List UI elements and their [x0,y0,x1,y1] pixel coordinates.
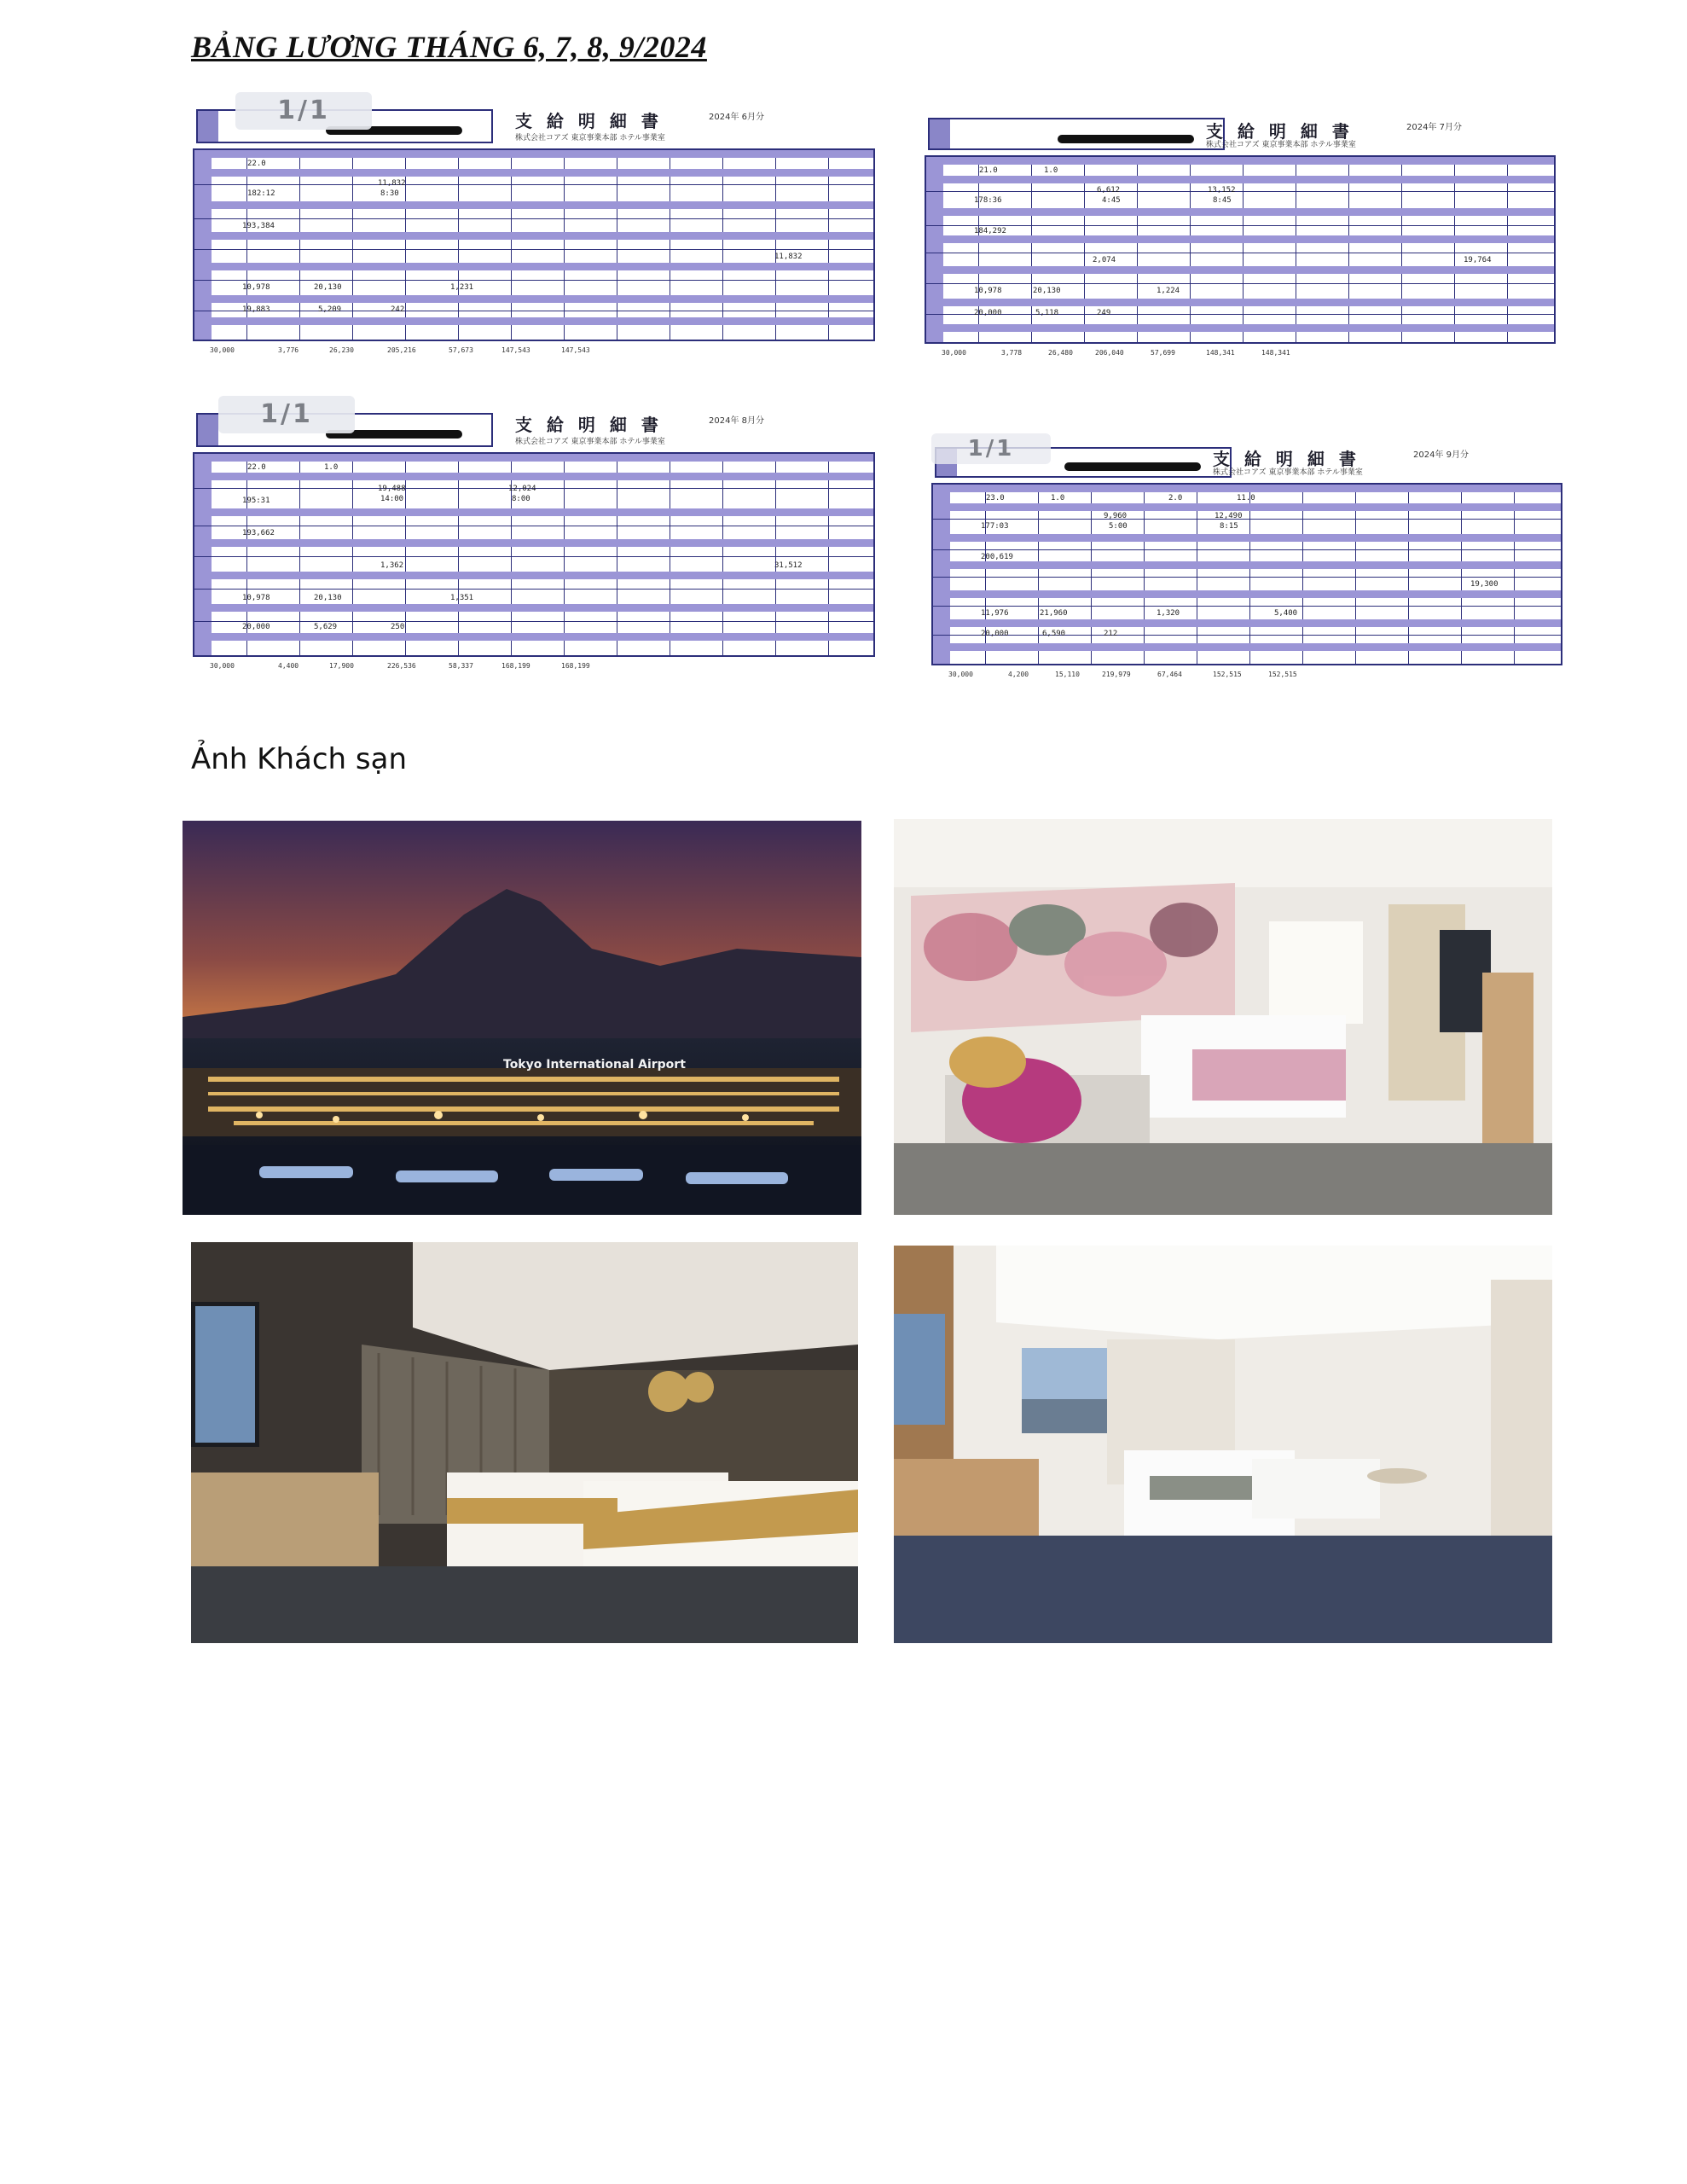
cell-value: 5,629 [314,623,338,631]
cell-value: 178:36 [974,196,1002,205]
footer-value: 67,464 [1157,671,1182,678]
cell-value: 11,832 [378,179,406,188]
cell-value: 2.0 [1168,494,1183,502]
cell-value: 11,832 [774,253,803,261]
cell-value: 22.0 [247,463,266,472]
footer-value: 3,778 [1001,349,1023,357]
hotel-room-twin-dark-image [191,1242,858,1643]
cell-value: 10,978 [242,594,270,602]
page-tag: 1/1 [235,92,372,130]
footer-value: 30,000 [948,671,973,678]
employee-id-box [928,118,1225,150]
cell-value: 23.0 [986,494,1005,502]
cell-value: 10,978 [242,283,270,292]
hotel-room-twin-window-image [894,1246,1552,1643]
footer-value: 30,000 [210,346,235,354]
footer-value: 205,216 [387,346,416,354]
cell-value: 22.0 [247,160,266,168]
cell-value: 19,883 [242,305,270,314]
cell-value: 1,320 [1157,609,1180,618]
footer-value: 15,110 [1055,671,1080,678]
cell-value: 19,300 [1470,580,1499,589]
photos-heading: Ảnh Khách sạn [191,742,407,776]
cell-value: 12,024 [508,485,536,493]
footer-value: 152,515 [1268,671,1297,678]
payslip-company: 株式会社コアズ 東京事業本部 ホテル事業室 [515,438,665,446]
cell-value: 182:12 [247,189,275,198]
cell-value: 249 [1097,309,1111,317]
footer-value: 168,199 [561,662,590,670]
hotel-room-twin-window-photo [894,1246,1552,1643]
cell-value: 8:30 [380,189,399,198]
cell-value: 1.0 [1044,166,1058,175]
cell-value: 19,488 [378,485,406,493]
footer-value: 3,776 [278,346,299,354]
cell-value: 31,512 [774,561,803,570]
footer-value: 4,400 [278,662,299,670]
cell-value: 5,209 [318,305,342,314]
cell-value: 2,074 [1093,256,1116,264]
airport-sunset-photo [183,821,861,1215]
cell-value: 20,000 [981,630,1009,638]
cell-value: 8:00 [512,495,530,503]
redacted-name [1058,135,1194,143]
cell-value: 20,000 [974,309,1002,317]
payslip-footer [193,659,875,674]
cell-value: 12,490 [1215,512,1243,520]
hotel-room-floral-photo [894,819,1552,1215]
cell-value: 11,976 [981,609,1009,618]
cell-value: 193,384 [242,222,275,230]
cell-value: 19,764 [1464,256,1492,264]
cell-value: 21.0 [979,166,998,175]
payslip-month: 2024年 6月分 [709,113,764,122]
footer-value: 148,341 [1206,349,1235,357]
footer-value: 219,979 [1102,671,1131,678]
cell-value: 195:31 [242,497,270,505]
payslip-table [193,148,875,341]
cell-value: 8:45 [1213,196,1232,205]
cell-value: 20,130 [1033,287,1061,295]
cell-value: 200,619 [981,553,1013,561]
payslip-august [193,396,875,674]
payslip-footer [193,343,875,358]
cell-value: 21,960 [1040,609,1068,618]
footer-value: 26,230 [329,346,354,354]
cell-value: 4:45 [1102,196,1121,205]
cell-value: 1.0 [324,463,339,472]
cell-value: 177:03 [981,522,1009,531]
footer-value: 4,200 [1008,671,1029,678]
payslip-month: 2024年 8月分 [709,416,764,426]
payslip-title: 支 給 明 細 書 [1213,449,1360,469]
payslip-company: 株式会社コアズ 東京事業本部 ホテル事業室 [1206,141,1356,149]
footer-value: 226,536 [387,662,416,670]
footer-value: 26,480 [1048,349,1073,357]
hotel-room-floral-image [894,819,1552,1215]
cell-value: 1,351 [450,594,474,602]
airport-sunset-image [183,821,861,1215]
footer-value: 30,000 [210,662,235,670]
footer-value: 57,699 [1151,349,1175,357]
hotel-room-twin-dark-photo [191,1242,858,1643]
cell-value: 20,130 [314,594,342,602]
payslip-title: 支 給 明 細 書 [515,415,663,435]
cell-value: 5,400 [1274,609,1298,618]
footer-value: 147,543 [501,346,530,354]
cell-value: 9,960 [1104,512,1128,520]
cell-value: 13,152 [1208,186,1236,195]
cell-value: 10,978 [974,287,1002,295]
page-tag: 1/1 [218,396,355,433]
payslip-title: 支 給 明 細 書 [515,111,663,131]
cell-value: 20,130 [314,283,342,292]
payslip-footer [931,667,1562,682]
page-tag: 1/1 [931,433,1051,464]
cell-value: 20,000 [242,623,270,631]
cell-value: 242 [391,305,405,314]
footer-value: 17,900 [329,662,354,670]
footer-value: 30,000 [942,349,966,357]
footer-value: 148,341 [1261,349,1290,357]
cell-value: 1,362 [380,561,404,570]
payslip-june [193,92,875,358]
payslip-table [193,452,875,657]
footer-value: 152,515 [1213,671,1242,678]
cell-value: 14:00 [380,495,404,503]
cell-value: 11.0 [1237,494,1255,502]
airport-sign-text: Tokyo International Airport [503,1058,686,1072]
cell-value: 1,231 [450,283,474,292]
document-title: BẢNG LƯƠNG THÁNG 6, 7, 8, 9/2024 [191,30,707,64]
cell-value: 184,292 [974,227,1006,235]
cell-value: 5:00 [1109,522,1128,531]
payslip-footer [925,346,1556,361]
cell-value: 193,662 [242,529,275,537]
payslip-company: 株式会社コアズ 東京事業本部 ホテル事業室 [1213,468,1363,477]
payslip-september [931,433,1562,682]
cell-value: 250 [391,623,405,631]
payslip-table [931,483,1562,665]
cell-value: 6,612 [1097,186,1121,195]
footer-value: 58,337 [449,662,473,670]
payslip-month: 2024年 7月分 [1406,123,1462,132]
redacted-name [1064,462,1201,471]
cell-value: 212 [1104,630,1118,638]
payslip-title: 支 給 明 細 書 [1206,121,1354,142]
payslip-july [925,109,1556,361]
cell-value: 1,224 [1157,287,1180,295]
cell-value: 1.0 [1051,494,1065,502]
cell-value: 5,118 [1035,309,1059,317]
payslip-table [925,155,1556,344]
footer-value: 168,199 [501,662,530,670]
cell-value: 8:15 [1220,522,1238,531]
footer-value: 206,040 [1095,349,1124,357]
payslip-month: 2024年 9月分 [1413,450,1469,460]
cell-value: 6,590 [1042,630,1066,638]
footer-value: 57,673 [449,346,473,354]
payslip-company: 株式会社コアズ 東京事業本部 ホテル事業室 [515,134,665,142]
footer-value: 147,543 [561,346,590,354]
